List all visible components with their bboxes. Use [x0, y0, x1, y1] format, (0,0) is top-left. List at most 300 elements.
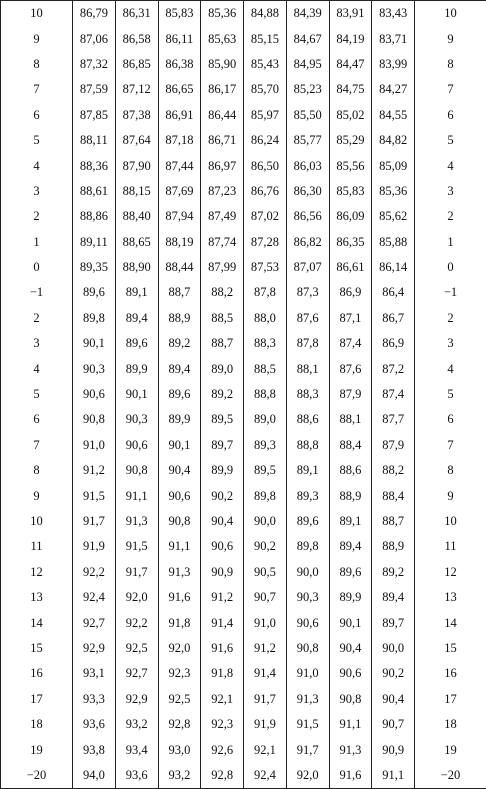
table-cell: 86,03 [286, 153, 329, 178]
table-cell: 87,44 [158, 153, 201, 178]
table-cell: 90,8 [115, 458, 158, 483]
row-label-left: 3 [1, 331, 73, 356]
table-cell: 88,5 [244, 356, 287, 381]
table-cell: 86,30 [286, 179, 329, 204]
table-body [1, 1, 486, 789]
row-label-left: 15 [1, 636, 73, 661]
table-cell: 91,1 [158, 534, 201, 559]
table-cell: 85,62 [372, 204, 415, 229]
table-cell: 92,3 [201, 712, 244, 737]
table-cell: 91,2 [73, 458, 116, 483]
table-cell: 89,11 [73, 230, 116, 255]
table-row [1, 153, 486, 178]
table-cell: 92,0 [158, 636, 201, 661]
table-cell: 90,6 [329, 661, 372, 686]
table-cell: 90,1 [329, 610, 372, 635]
row-label-left: 3 [1, 179, 73, 204]
table-cell: 92,2 [73, 560, 116, 585]
table-cell: 88,8 [244, 382, 287, 407]
table-cell: 88,9 [329, 483, 372, 508]
table-cell: 85,15 [244, 26, 287, 51]
table-cell: 86,91 [158, 103, 201, 128]
table-cell: 93,2 [115, 712, 158, 737]
table-cell: 87,85 [73, 103, 116, 128]
row-label-left: 9 [1, 26, 73, 51]
table-row [1, 636, 486, 661]
row-label-right: 2 [415, 306, 486, 331]
table-cell: 87,94 [158, 204, 201, 229]
row-label-right: 6 [415, 407, 486, 432]
table-row [1, 712, 486, 737]
table-cell: 90,7 [244, 585, 287, 610]
table-cell: 88,7 [201, 331, 244, 356]
table-cell: 89,6 [329, 560, 372, 585]
table-cell: 86,24 [244, 128, 287, 153]
table-cell: 83,91 [329, 1, 372, 27]
row-label-left: 11 [1, 534, 73, 559]
table-cell: 90,9 [372, 737, 415, 762]
table-cell: 88,19 [158, 230, 201, 255]
table-cell: 84,67 [286, 26, 329, 51]
table-row [1, 128, 486, 153]
table-cell: 89,5 [201, 407, 244, 432]
table-row [1, 433, 486, 458]
table-cell: 94,0 [73, 763, 116, 789]
table-cell: 88,1 [286, 356, 329, 381]
table-cell: 92,0 [286, 763, 329, 789]
table-cell: 89,6 [158, 382, 201, 407]
table-cell: 90,6 [286, 610, 329, 635]
table-cell: 85,23 [286, 77, 329, 102]
table-cell: 85,83 [158, 1, 201, 27]
row-label-left: 18 [1, 712, 73, 737]
table-cell: 91,7 [115, 560, 158, 585]
table-cell: 87,69 [158, 179, 201, 204]
table-cell: 90,3 [115, 407, 158, 432]
table-cell: 91,9 [244, 712, 287, 737]
table-row [1, 763, 486, 789]
table-cell: 90,4 [329, 636, 372, 661]
table-cell: 88,3 [286, 382, 329, 407]
table-cell: 87,4 [372, 382, 415, 407]
table-cell: 91,5 [286, 712, 329, 737]
table-cell: 89,9 [158, 407, 201, 432]
row-label-left: 8 [1, 52, 73, 77]
table-cell: 91,0 [286, 661, 329, 686]
table-cell: 91,6 [158, 585, 201, 610]
table-cell: 89,7 [372, 610, 415, 635]
table-cell: 85,88 [372, 230, 415, 255]
table-cell: 90,8 [73, 407, 116, 432]
table-cell: 92,7 [115, 661, 158, 686]
table-cell: 84,19 [329, 26, 372, 51]
table-cell: 93,2 [158, 763, 201, 789]
table-cell: 91,1 [372, 763, 415, 789]
table-cell: 88,0 [244, 306, 287, 331]
table-cell: 92,5 [158, 687, 201, 712]
table-cell: 93,4 [115, 737, 158, 762]
table-row [1, 534, 486, 559]
table-cell: 90,6 [115, 433, 158, 458]
table-cell: 89,3 [244, 433, 287, 458]
table-cell: 92,1 [201, 687, 244, 712]
table-row [1, 230, 486, 255]
table-cell: 91,7 [73, 509, 116, 534]
table-cell: 88,3 [244, 331, 287, 356]
table-cell: 90,4 [372, 687, 415, 712]
table-cell: 89,8 [286, 534, 329, 559]
table-cell: 90,1 [115, 382, 158, 407]
table-cell: 89,6 [73, 280, 116, 305]
row-label-right: 9 [415, 26, 486, 51]
table-cell: 91,0 [244, 610, 287, 635]
row-label-right: 1 [415, 230, 486, 255]
table-cell: 89,6 [286, 509, 329, 534]
row-label-right: 13 [415, 585, 486, 610]
table-cell: 90,8 [158, 509, 201, 534]
table-cell: 83,43 [372, 1, 415, 27]
table-cell: 89,35 [73, 255, 116, 280]
row-label-left: 10 [1, 1, 73, 27]
table-cell: 91,5 [73, 483, 116, 508]
table-cell: 87,28 [244, 230, 287, 255]
table-row [1, 26, 486, 51]
row-label-left: 13 [1, 585, 73, 610]
table-cell: 92,8 [201, 763, 244, 789]
table-cell: 87,49 [201, 204, 244, 229]
table-cell: 88,7 [372, 509, 415, 534]
table-cell: 87,3 [286, 280, 329, 305]
table-cell: 87,4 [329, 331, 372, 356]
row-label-right: 8 [415, 52, 486, 77]
table-cell: 85,77 [286, 128, 329, 153]
table-cell: 88,4 [372, 483, 415, 508]
table-cell: 86,7 [372, 306, 415, 331]
table-cell: 85,09 [372, 153, 415, 178]
table-cell: 93,6 [73, 712, 116, 737]
table-cell: 86,82 [286, 230, 329, 255]
table-cell: 88,5 [201, 306, 244, 331]
table-cell: 84,75 [329, 77, 372, 102]
table-cell: 92,8 [158, 712, 201, 737]
table-cell: 87,7 [372, 407, 415, 432]
table-cell: 90,9 [201, 560, 244, 585]
table-cell: 88,2 [372, 458, 415, 483]
table-cell: 86,56 [286, 204, 329, 229]
table-cell: 87,99 [201, 255, 244, 280]
table-cell: 86,97 [201, 153, 244, 178]
table-cell: 86,14 [372, 255, 415, 280]
table-cell: 83,99 [372, 52, 415, 77]
table-cell: 87,18 [158, 128, 201, 153]
table-cell: 87,32 [73, 52, 116, 77]
table-cell: 89,8 [73, 306, 116, 331]
table-cell: 93,6 [115, 763, 158, 789]
table-cell: 86,85 [115, 52, 158, 77]
row-label-left: 5 [1, 128, 73, 153]
table-cell: 88,15 [115, 179, 158, 204]
table-cell: 88,2 [201, 280, 244, 305]
table-cell: 92,4 [244, 763, 287, 789]
table-cell: 87,8 [244, 280, 287, 305]
row-label-left: 2 [1, 204, 73, 229]
row-label-left: 5 [1, 382, 73, 407]
table-cell: 89,1 [329, 509, 372, 534]
table-cell: 87,1 [329, 306, 372, 331]
table-cell: 90,8 [329, 687, 372, 712]
row-label-right: 7 [415, 433, 486, 458]
table-cell: 90,0 [244, 509, 287, 534]
table-cell: 87,9 [329, 382, 372, 407]
table-cell: 91,3 [158, 560, 201, 585]
table-cell: 88,65 [115, 230, 158, 255]
table-cell: 91,2 [244, 636, 287, 661]
table-cell: 90,6 [73, 382, 116, 407]
table-cell: 92,3 [158, 661, 201, 686]
table-row [1, 382, 486, 407]
row-label-left: 1 [1, 230, 73, 255]
table-cell: 88,9 [372, 534, 415, 559]
table-row [1, 610, 486, 635]
table-row [1, 509, 486, 534]
table-cell: 86,4 [372, 280, 415, 305]
table-row [1, 560, 486, 585]
table-cell: 88,90 [115, 255, 158, 280]
table-row [1, 687, 486, 712]
table-cell: 90,7 [372, 712, 415, 737]
row-label-left: −20 [1, 763, 73, 789]
table-row [1, 179, 486, 204]
table-row [1, 585, 486, 610]
row-label-right: 10 [415, 509, 486, 534]
table-cell: 88,36 [73, 153, 116, 178]
table-cell: 85,50 [286, 103, 329, 128]
table-cell: 92,2 [115, 610, 158, 635]
table-cell: 89,3 [286, 483, 329, 508]
table-cell: 88,6 [286, 407, 329, 432]
row-label-right: 4 [415, 153, 486, 178]
table-cell: 88,11 [73, 128, 116, 153]
table-cell: 86,44 [201, 103, 244, 128]
table-cell: 89,0 [244, 407, 287, 432]
table-cell: 84,88 [244, 1, 287, 27]
table-cell: 90,4 [201, 509, 244, 534]
table-cell: 91,3 [286, 687, 329, 712]
table-cell: 92,9 [115, 687, 158, 712]
table-cell: 92,9 [73, 636, 116, 661]
row-label-left: 14 [1, 610, 73, 635]
table-cell: 87,74 [201, 230, 244, 255]
table-cell: 91,1 [329, 712, 372, 737]
row-label-right: −1 [415, 280, 486, 305]
row-label-left: 7 [1, 433, 73, 458]
row-label-right: 5 [415, 382, 486, 407]
table-cell: 89,2 [372, 560, 415, 585]
table-cell: 88,6 [329, 458, 372, 483]
table-row [1, 77, 486, 102]
table-cell: 86,79 [73, 1, 116, 27]
table-cell: 93,0 [158, 737, 201, 762]
table-cell: 85,56 [329, 153, 372, 178]
table-cell: 86,9 [372, 331, 415, 356]
row-label-right: 8 [415, 458, 486, 483]
table-cell: 89,6 [115, 331, 158, 356]
table-cell: 90,0 [286, 560, 329, 585]
table-cell: 91,9 [73, 534, 116, 559]
table-cell: 87,9 [372, 433, 415, 458]
table-row [1, 331, 486, 356]
table-cell: 92,0 [115, 585, 158, 610]
row-label-right: 16 [415, 661, 486, 686]
table-cell: 89,8 [244, 483, 287, 508]
table-cell: 90,2 [244, 534, 287, 559]
row-label-left: 8 [1, 458, 73, 483]
table-cell: 89,9 [329, 585, 372, 610]
table-cell: 86,17 [201, 77, 244, 102]
row-label-left: 12 [1, 560, 73, 585]
table-cell: 89,1 [286, 458, 329, 483]
row-label-left: 0 [1, 255, 73, 280]
table-cell: 85,90 [201, 52, 244, 77]
table-cell: 93,1 [73, 661, 116, 686]
table-cell: 89,1 [115, 280, 158, 305]
row-label-left: 10 [1, 509, 73, 534]
table-cell: 86,09 [329, 204, 372, 229]
row-label-left: 4 [1, 356, 73, 381]
table-cell: 91,4 [201, 610, 244, 635]
table-row [1, 255, 486, 280]
table-cell: 91,7 [286, 737, 329, 762]
table-cell: 92,1 [244, 737, 287, 762]
row-label-right: 15 [415, 636, 486, 661]
table-cell: 89,0 [201, 356, 244, 381]
table-cell: 89,2 [201, 382, 244, 407]
table-cell: 91,8 [201, 661, 244, 686]
table-cell: 88,4 [329, 433, 372, 458]
table-cell: 90,1 [73, 331, 116, 356]
table-row [1, 103, 486, 128]
table-cell: 89,5 [244, 458, 287, 483]
table-cell: 86,76 [244, 179, 287, 204]
table-cell: 84,95 [286, 52, 329, 77]
table-cell: 90,3 [286, 585, 329, 610]
table-cell: 87,02 [244, 204, 287, 229]
table-cell: 85,43 [244, 52, 287, 77]
table-cell: 87,8 [286, 331, 329, 356]
table-cell: 88,9 [158, 306, 201, 331]
table-cell: 90,2 [372, 661, 415, 686]
table-cell: 87,07 [286, 255, 329, 280]
table-cell: 91,8 [158, 610, 201, 635]
table-cell: 84,39 [286, 1, 329, 27]
table-cell: 89,4 [115, 306, 158, 331]
row-label-left: 6 [1, 103, 73, 128]
table-cell: 90,6 [201, 534, 244, 559]
table-cell: 89,4 [372, 585, 415, 610]
table-cell: 87,23 [201, 179, 244, 204]
table-cell: 88,86 [73, 204, 116, 229]
table-cell: 87,59 [73, 77, 116, 102]
table-cell: 90,1 [158, 433, 201, 458]
row-label-right: 19 [415, 737, 486, 762]
row-label-right: 4 [415, 356, 486, 381]
row-label-right: −20 [415, 763, 486, 789]
table-cell: 88,44 [158, 255, 201, 280]
table-cell: 91,6 [329, 763, 372, 789]
table-cell: 86,11 [158, 26, 201, 51]
table-cell: 86,71 [201, 128, 244, 153]
table-cell: 87,12 [115, 77, 158, 102]
row-label-right: 9 [415, 483, 486, 508]
table-cell: 87,90 [115, 153, 158, 178]
row-label-right: 7 [415, 77, 486, 102]
table-cell: 91,3 [115, 509, 158, 534]
table-row [1, 1, 486, 27]
table-cell: 88,1 [329, 407, 372, 432]
table-cell: 87,53 [244, 255, 287, 280]
row-label-left: 4 [1, 153, 73, 178]
table-cell: 91,1 [115, 483, 158, 508]
table-cell: 84,82 [372, 128, 415, 153]
row-label-left: 19 [1, 737, 73, 762]
table-cell: 85,70 [244, 77, 287, 102]
table-cell: 85,83 [329, 179, 372, 204]
table-cell: 87,6 [329, 356, 372, 381]
row-label-right: 6 [415, 103, 486, 128]
row-label-left: 16 [1, 661, 73, 686]
table-row [1, 356, 486, 381]
table-cell: 91,6 [201, 636, 244, 661]
table-cell: 87,6 [286, 306, 329, 331]
table-row [1, 52, 486, 77]
table-cell: 88,61 [73, 179, 116, 204]
table-cell: 85,36 [201, 1, 244, 27]
table-cell: 90,6 [158, 483, 201, 508]
table-cell: 91,5 [115, 534, 158, 559]
table-cell: 92,7 [73, 610, 116, 635]
row-label-right: 10 [415, 1, 486, 27]
row-label-right: 2 [415, 204, 486, 229]
table-cell: 93,3 [73, 687, 116, 712]
table-cell: 85,02 [329, 103, 372, 128]
table-row [1, 280, 486, 305]
table-cell: 84,55 [372, 103, 415, 128]
table-cell: 86,31 [115, 1, 158, 27]
table-cell: 90,4 [158, 458, 201, 483]
row-label-left: 9 [1, 483, 73, 508]
table-cell: 90,5 [244, 560, 287, 585]
table-cell: 87,06 [73, 26, 116, 51]
table-cell: 92,5 [115, 636, 158, 661]
table-cell: 93,8 [73, 737, 116, 762]
row-label-right: 0 [415, 255, 486, 280]
table-cell: 89,9 [115, 356, 158, 381]
table-row [1, 483, 486, 508]
table-row [1, 661, 486, 686]
table-cell: 85,29 [329, 128, 372, 153]
table-row [1, 306, 486, 331]
table-cell: 87,38 [115, 103, 158, 128]
table-cell: 83,71 [372, 26, 415, 51]
table-cell: 88,7 [158, 280, 201, 305]
table-cell: 86,50 [244, 153, 287, 178]
row-label-right: 5 [415, 128, 486, 153]
row-label-left: 17 [1, 687, 73, 712]
table-row [1, 458, 486, 483]
table-cell: 84,47 [329, 52, 372, 77]
table-row [1, 407, 486, 432]
table-cell: 91,4 [244, 661, 287, 686]
